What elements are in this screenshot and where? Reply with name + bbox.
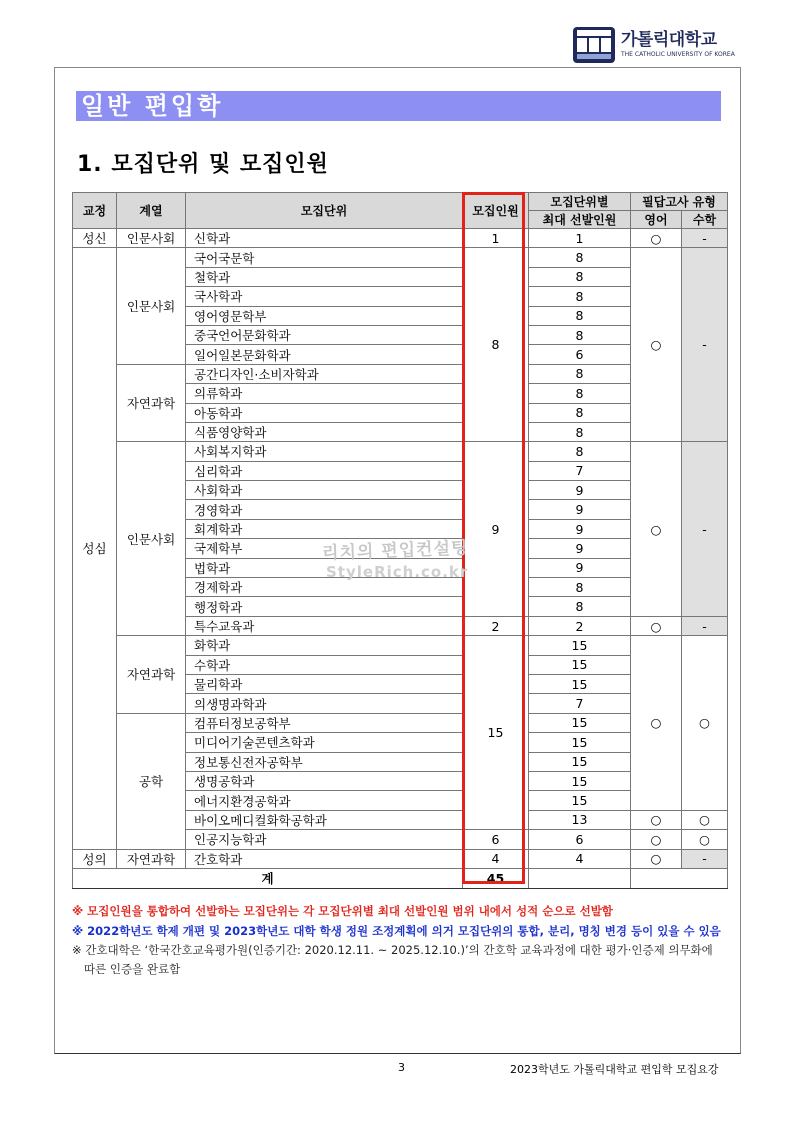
max-cell: 8 [529,422,631,441]
max-cell: 15 [529,771,631,790]
watermark-text: 리치의 편입컨설팅 [321,538,469,564]
max-cell: 8 [529,442,631,461]
unit-cell: 생명공학과 [186,771,463,790]
max-cell: 13 [529,810,631,829]
unit-cell: 인공지능학과 [186,830,463,849]
quota-cell: 1 [463,229,529,248]
watermark-url: StyleRich.co.kr [326,563,469,581]
max-cell: 4 [529,849,631,868]
max-cell: 9 [529,519,631,538]
max-cell: 8 [529,384,631,403]
footer-title: 2023학년도 가톨릭대학교 편입학 모집요강 [510,1063,719,1076]
math-cell: - [682,442,728,617]
max-cell: 8 [529,267,631,286]
english-cell: ○ [631,442,682,617]
unit-cell: 컴퓨터정보공학부 [186,713,463,732]
note-selection: ※ 모집인원을 통합하여 선발하는 모집단위는 각 모집단위별 최대 선발인원 범위 내에서 성적 순으로 선발함 [72,904,613,918]
english-cell: ○ [631,616,682,635]
unit-cell: 수학과 [186,655,463,674]
header-max-line2: 최대 선발인원 [529,211,631,229]
max-cell: 9 [529,481,631,500]
field-cell: 자연과학 [117,364,186,442]
math-cell: ○ [682,830,728,849]
unit-cell: 아동학과 [186,403,463,422]
max-cell: 9 [529,539,631,558]
max-cell: 8 [529,578,631,597]
logo-name-english: THE CATHOLIC UNIVERSITY OF KOREA [621,51,735,58]
table-row [73,849,728,868]
max-cell: 2 [529,616,631,635]
max-cell: 8 [529,597,631,616]
total-label: 계 [73,868,463,888]
math-cell: - [682,229,728,248]
field-cell: 공학 [117,713,186,849]
header-exam: 필답고사 유형 [631,193,728,211]
max-cell: 15 [529,713,631,732]
page-number: 3 [398,1061,405,1074]
math-cell: - [682,248,728,442]
quota-cell: 4 [463,849,529,868]
max-cell: 8 [529,287,631,306]
unit-cell: 공간디자인·소비자학과 [186,364,463,383]
max-cell: 7 [529,694,631,713]
max-cell: 8 [529,248,631,267]
max-cell: 6 [529,830,631,849]
max-cell: 8 [529,403,631,422]
unit-cell: 국사학과 [186,287,463,306]
max-cell: 9 [529,558,631,577]
table-row [73,229,728,248]
header-max-line1: 모집단위별 [529,193,631,211]
unit-cell: 의류학과 [186,384,463,403]
header-math: 수학 [682,211,728,229]
max-cell: 7 [529,461,631,480]
unit-cell: 회계학과 [186,519,463,538]
table-row [73,442,728,461]
table-row [73,636,728,655]
english-cell: ○ [631,849,682,868]
unit-cell: 물리학과 [186,674,463,693]
note-reorganization: ※ 2022학년도 학제 개편 및 2023학년도 대학 학생 정원 조정계획에 의거 모집단위의 통합, 분리, 명칭 변경 등이 있을 수 있음 [72,924,721,938]
table-row [73,713,728,732]
unit-cell: 철학과 [186,267,463,286]
unit-cell: 에너지환경공학과 [186,791,463,810]
note-nursing-line2: 따른 인증을 완료함 [84,962,181,976]
campus-cell: 성의 [73,849,117,868]
quota-cell: 6 [463,830,529,849]
banner-title: 일반 편입학 [81,92,224,120]
unit-cell: 경영학과 [186,500,463,519]
unit-cell: 경제학과 [186,578,463,597]
note-nursing-line1: ※ 간호대학은 ‘한국간호교육평가원(인증기간: 2020.12.11. ~ 2025.12.10.)’의 간호학 교육과정에 대한 평가·인증제 의무화에 [72,943,713,957]
unit-cell: 특수교육과 [186,616,463,635]
table-row [73,248,728,267]
unit-cell: 국어국문학 [186,248,463,267]
unit-cell: 심리학과 [186,461,463,480]
unit-cell: 의생명과학과 [186,694,463,713]
unit-cell: 국제학부 [186,539,463,558]
quota-cell: 9 [463,442,529,617]
section-title: 1. 모집단위 및 모집인원 [77,152,329,177]
unit-cell: 신학과 [186,229,463,248]
max-cell: 15 [529,674,631,693]
unit-cell: 바이오메디컬화학공학과 [186,810,463,829]
quota-column-highlight [462,192,525,884]
english-cell: ○ [631,229,682,248]
max-cell: 6 [529,345,631,364]
field-cell: 인문사회 [117,248,186,364]
math-cell: - [682,616,728,635]
total-empty-cell [631,868,728,888]
max-cell: 9 [529,500,631,519]
max-cell: 15 [529,791,631,810]
total-value: 45 [463,868,529,888]
max-cell: 8 [529,364,631,383]
unit-cell: 일어일본문화학과 [186,345,463,364]
unit-cell: 미디어기술콘텐츠학과 [186,733,463,752]
section-banner [76,91,721,121]
unit-cell: 화학과 [186,636,463,655]
university-logo [572,26,735,64]
header-campus: 교정 [73,193,117,229]
math-cell: ○ [682,810,728,829]
unit-cell: 사회학과 [186,481,463,500]
campus-cell: 성신 [73,229,117,248]
header-unit: 모집단위 [186,193,463,229]
max-cell: 15 [529,752,631,771]
quota-cell: 2 [463,616,529,635]
max-cell: 8 [529,306,631,325]
field-cell: 자연과학 [117,636,186,714]
math-cell: ○ [682,636,728,811]
table-header-row [73,193,728,211]
math-cell: - [682,849,728,868]
field-cell: 인문사회 [117,442,186,636]
header-english: 영어 [631,211,682,229]
header-field: 계열 [117,193,186,229]
unit-cell: 정보통신전자공학부 [186,752,463,771]
total-row [73,868,728,888]
unit-cell: 식품영양학과 [186,422,463,441]
max-cell: 1 [529,229,631,248]
unit-cell: 사회복지학과 [186,442,463,461]
max-cell: 15 [529,655,631,674]
header-quota: 모집인원 [463,193,529,229]
english-cell: ○ [631,248,682,442]
unit-cell: 간호학과 [186,849,463,868]
unit-cell: 법학과 [186,558,463,577]
quota-cell: 8 [463,248,529,442]
unit-cell: 중국언어문화학과 [186,325,463,344]
english-cell: ○ [631,636,682,811]
university-emblem-icon [572,26,616,64]
quota-cell: 15 [463,636,529,830]
campus-cell: 성심 [73,248,117,849]
total-empty-cell [529,868,631,888]
english-cell: ○ [631,810,682,829]
field-cell: 인문사회 [117,229,186,248]
unit-cell: 영어영문학부 [186,306,463,325]
max-cell: 15 [529,733,631,752]
logo-name-korean: 가톨릭대학교 [621,30,717,50]
field-cell: 자연과학 [117,849,186,868]
english-cell: ○ [631,830,682,849]
unit-cell: 행정학과 [186,597,463,616]
max-cell: 15 [529,636,631,655]
table-row [73,364,728,383]
max-cell: 8 [529,325,631,344]
